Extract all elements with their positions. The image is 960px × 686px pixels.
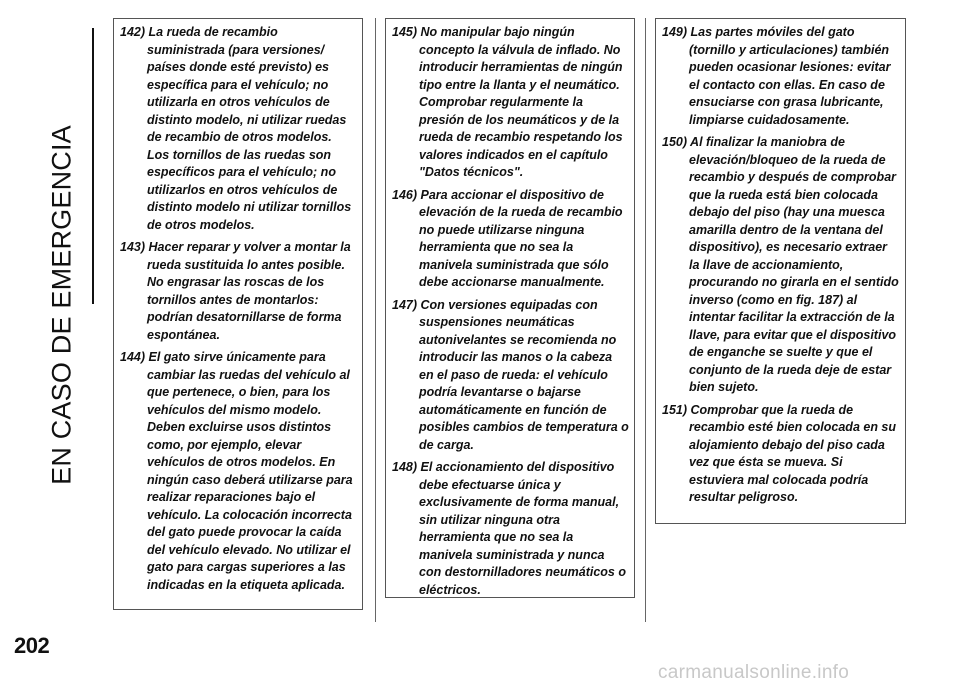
- watermark: carmanualsonline.info: [658, 662, 850, 683]
- warning-notes-box-2: [385, 18, 635, 598]
- note-150: 150) Al finalizar la maniobra de elevación/bloqueo de la rueda de recambio y después de comprobar que la rueda está bien colocada debajo del piso (hay una muesca amarilla dentro de la ventana del dispositivo), es necesario extraer la llave de accionamiento, procurando no girarla en el sentido inverso (como en fig. 187) al intentar facilitar la extracción de la llave, para evitar que el dispositivo de enganche se suelte y que el conjunto de la rueda deje de estar bien sujeto.: [662, 135, 899, 394]
- warning-notes-box-1: [113, 18, 363, 610]
- note-147: 147) Con versiones equipadas con suspensiones neumáticas autonivelantes se recomienda no introducir las manos o la cabeza en el paso de rueda: el vehículo podría levantarse o bajarse automáticamente en función de posibles cambios de temperatura o de carga.: [392, 297, 629, 452]
- note-146: 146) Para accionar el dispositivo de elevación de la rueda de recambio no puede utilizarse ninguna herramienta que no sea la manivela suministrada que sólo debe accionarse manualmente.: [392, 187, 623, 289]
- section-title-text: EN CASO DE EMERGENCIA: [46, 125, 77, 485]
- note-144: 144) El gato sirve únicamente para cambiar las ruedas del vehículo al que pertenece, o bien, para los vehículos del mismo modelo. Deben excluirse usos distintos como, por ejemplo, elevar vehículos de otros modelos. En ningún caso deberá utilizarse para realizar reparaciones bajo el vehículo. La colocación incorrecta del gato puede provocar la caída del vehículo elevado. No utilizar el gato para cargas superiores a las indicadas en la etiqueta aplicada.: [120, 350, 353, 592]
- note-149: 149) Las partes móviles del gato (tornillo y articulaciones) también pueden ocasionar lesiones: evitar el contacto con ellas. En caso de ensuciarse con grasa lubricante, limpiarse cuidadosamente.: [662, 25, 891, 127]
- notes-list: [662, 24, 900, 507]
- note-142: 142) La rueda de recambio suministrada (para versiones/ países donde esté previsto) es específica para el vehículo; no utilizarla en otros vehículos de distinto modelo, ni utilizar ruedas de recambio de otros modelos. Los tornillos de las ruedas son específicos para el vehículo; no utilizarlos en otros vehículos de distinto modelo ni utilizar tornillos de otros modelos.: [120, 25, 352, 232]
- notes-list: [392, 24, 629, 599]
- note-143: 143) Hacer reparar y volver a montar la rueda sustituida lo antes posible. No engrasar las roscas de los tornillos antes de montarlos: podrían desatornillarse de forma espontánea.: [120, 240, 351, 342]
- section-title-rule: [92, 28, 94, 304]
- column-divider: [375, 18, 376, 622]
- note-148: 148) El accionamiento del dispositivo debe efectuarse única y exclusivamente de forma manual, sin utilizar ninguna otra herramienta que no sea la manivela suministrada y nunca con destornilladores neumáticos o eléctricos.: [392, 460, 626, 597]
- notes-list: [120, 24, 357, 594]
- page-number: 202: [14, 633, 50, 658]
- warning-notes-box-3: [655, 18, 906, 524]
- column-divider: [645, 18, 646, 622]
- note-145: 145) No manipular bajo ningún concepto la válvula de inflado. No introducir herramientas de ningún tipo entre la llanta y el neumático. Comprobar regularmente la presión de los neumáticos y de la rueda de recambio respetando los valores indicados en el capítulo "Datos técnicos".: [392, 25, 623, 179]
- note-151: 151) Comprobar que la rueda de recambio esté bien colocada en su alojamiento debajo del piso cada vez que ésta se mueva. Si estuviera mal colocada podría resultar peligroso.: [662, 402, 897, 504]
